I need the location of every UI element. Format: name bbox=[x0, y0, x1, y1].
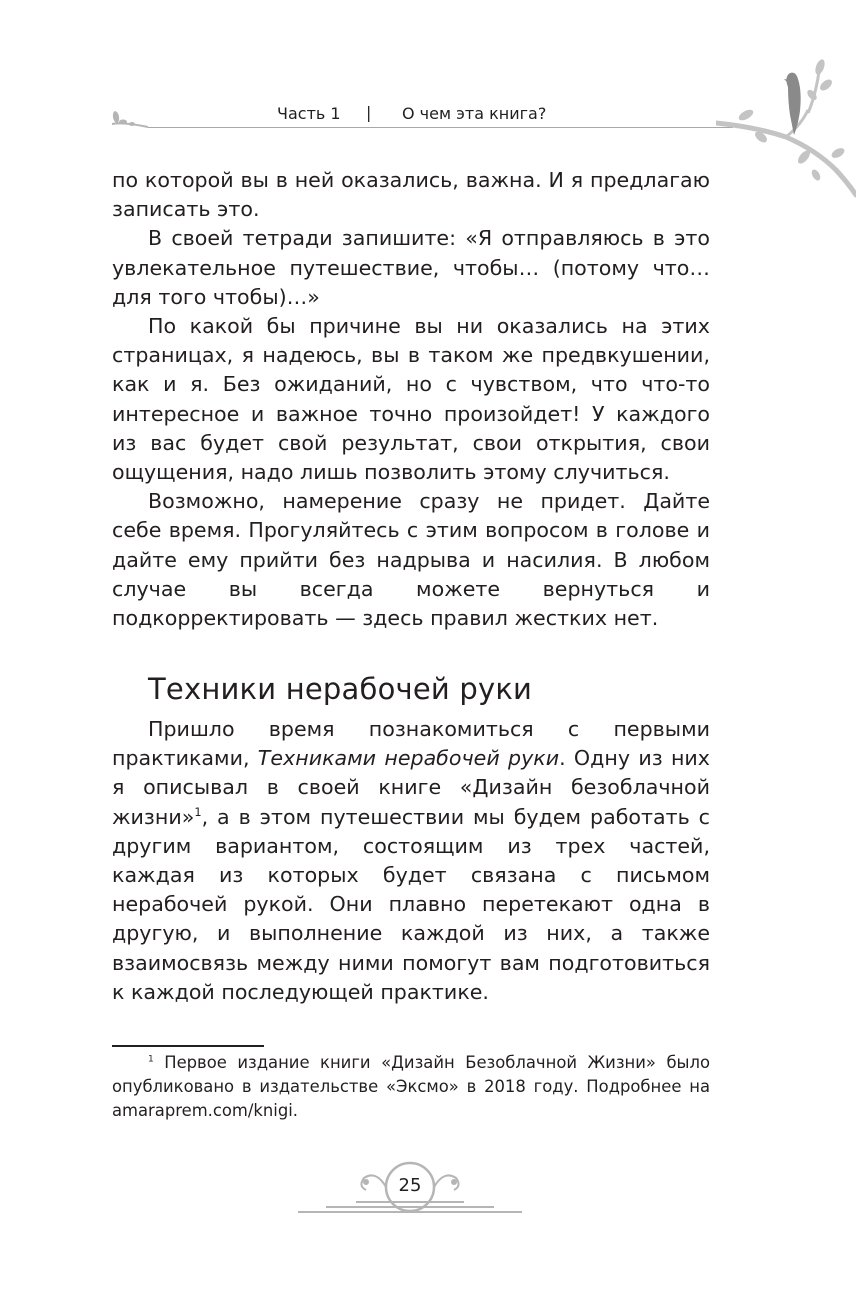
footnote-paragraph bbox=[112, 1051, 710, 1123]
body-text-section bbox=[112, 715, 710, 1007]
vine-ornament-icon bbox=[110, 108, 150, 130]
section-heading: Техники нерабочей руки bbox=[148, 672, 533, 706]
footnote-text: Первое издание книги «Дизайн Безоблачной Жизни» было опубликовано в издательстве «Эксмо» в 2018 году. Подробнее на amaraprem.com/knigi. bbox=[112, 1053, 710, 1120]
footnote-number: 1 bbox=[148, 1054, 154, 1065]
body-text-upper bbox=[112, 166, 710, 633]
paragraph bbox=[112, 715, 710, 1007]
technique-name: Техниками нерабочей руки bbox=[257, 746, 560, 771]
running-header-separator: | bbox=[366, 103, 372, 122]
paragraph: По какой бы причине вы ни оказались на этих страницах, я надеюсь, вы в таком же предвкушении, как и я. Без ожиданий, но с чувством, что что-то интересное и важное точно произойдет! У каждого из вас будет свой результат, свои открытия, свои ощущения, надо лишь позволить этому случиться. bbox=[112, 314, 710, 485]
footnote-reference: 1 bbox=[194, 804, 202, 819]
bird-on-branch-icon bbox=[716, 55, 856, 205]
running-header-title: О чем эта книга? bbox=[402, 104, 547, 123]
running-header-part: Часть 1 bbox=[277, 104, 341, 123]
paragraph-text: . Одну из них я описывал в своей книге «Дизайн безоблачной жизни» bbox=[112, 746, 710, 829]
paragraph-text: , а в этом путешествии мы будем работать с другим вариантом, состоящим из трех частей, каждая из которых будет связана с письмом нерабочей рукой. Они плавно перетекают одна в другую, и выполнение каждой из них, а также взаимосвязь между ними помогут вам подготовиться к каждой последующей практике. bbox=[112, 804, 710, 1004]
footnote-rule bbox=[112, 1045, 264, 1047]
paragraph: Возможно, намерение сразу не придет. Дайте себе время. Прогуляйтесь с этим вопросом в голове и дайте ему прийти без надрыва и насилия. В любом случае вы всегда можете вернуться и подкорректировать — здесь правил жестких нет. bbox=[112, 489, 710, 631]
paragraph: по которой вы в ней оказались, важна. И я предлагаю записать это. bbox=[112, 168, 710, 222]
header-rule bbox=[148, 127, 733, 128]
paragraph: В своей тетради запишите: «Я отправляюсь в это увлекательное путешествие, чтобы… (потому что… для того чтобы)…» bbox=[112, 226, 710, 309]
paragraph-text: Пришло время познакомиться с первыми практиками, bbox=[112, 717, 710, 771]
footnote bbox=[112, 1051, 710, 1123]
page-number: 25 bbox=[398, 1175, 422, 1196]
